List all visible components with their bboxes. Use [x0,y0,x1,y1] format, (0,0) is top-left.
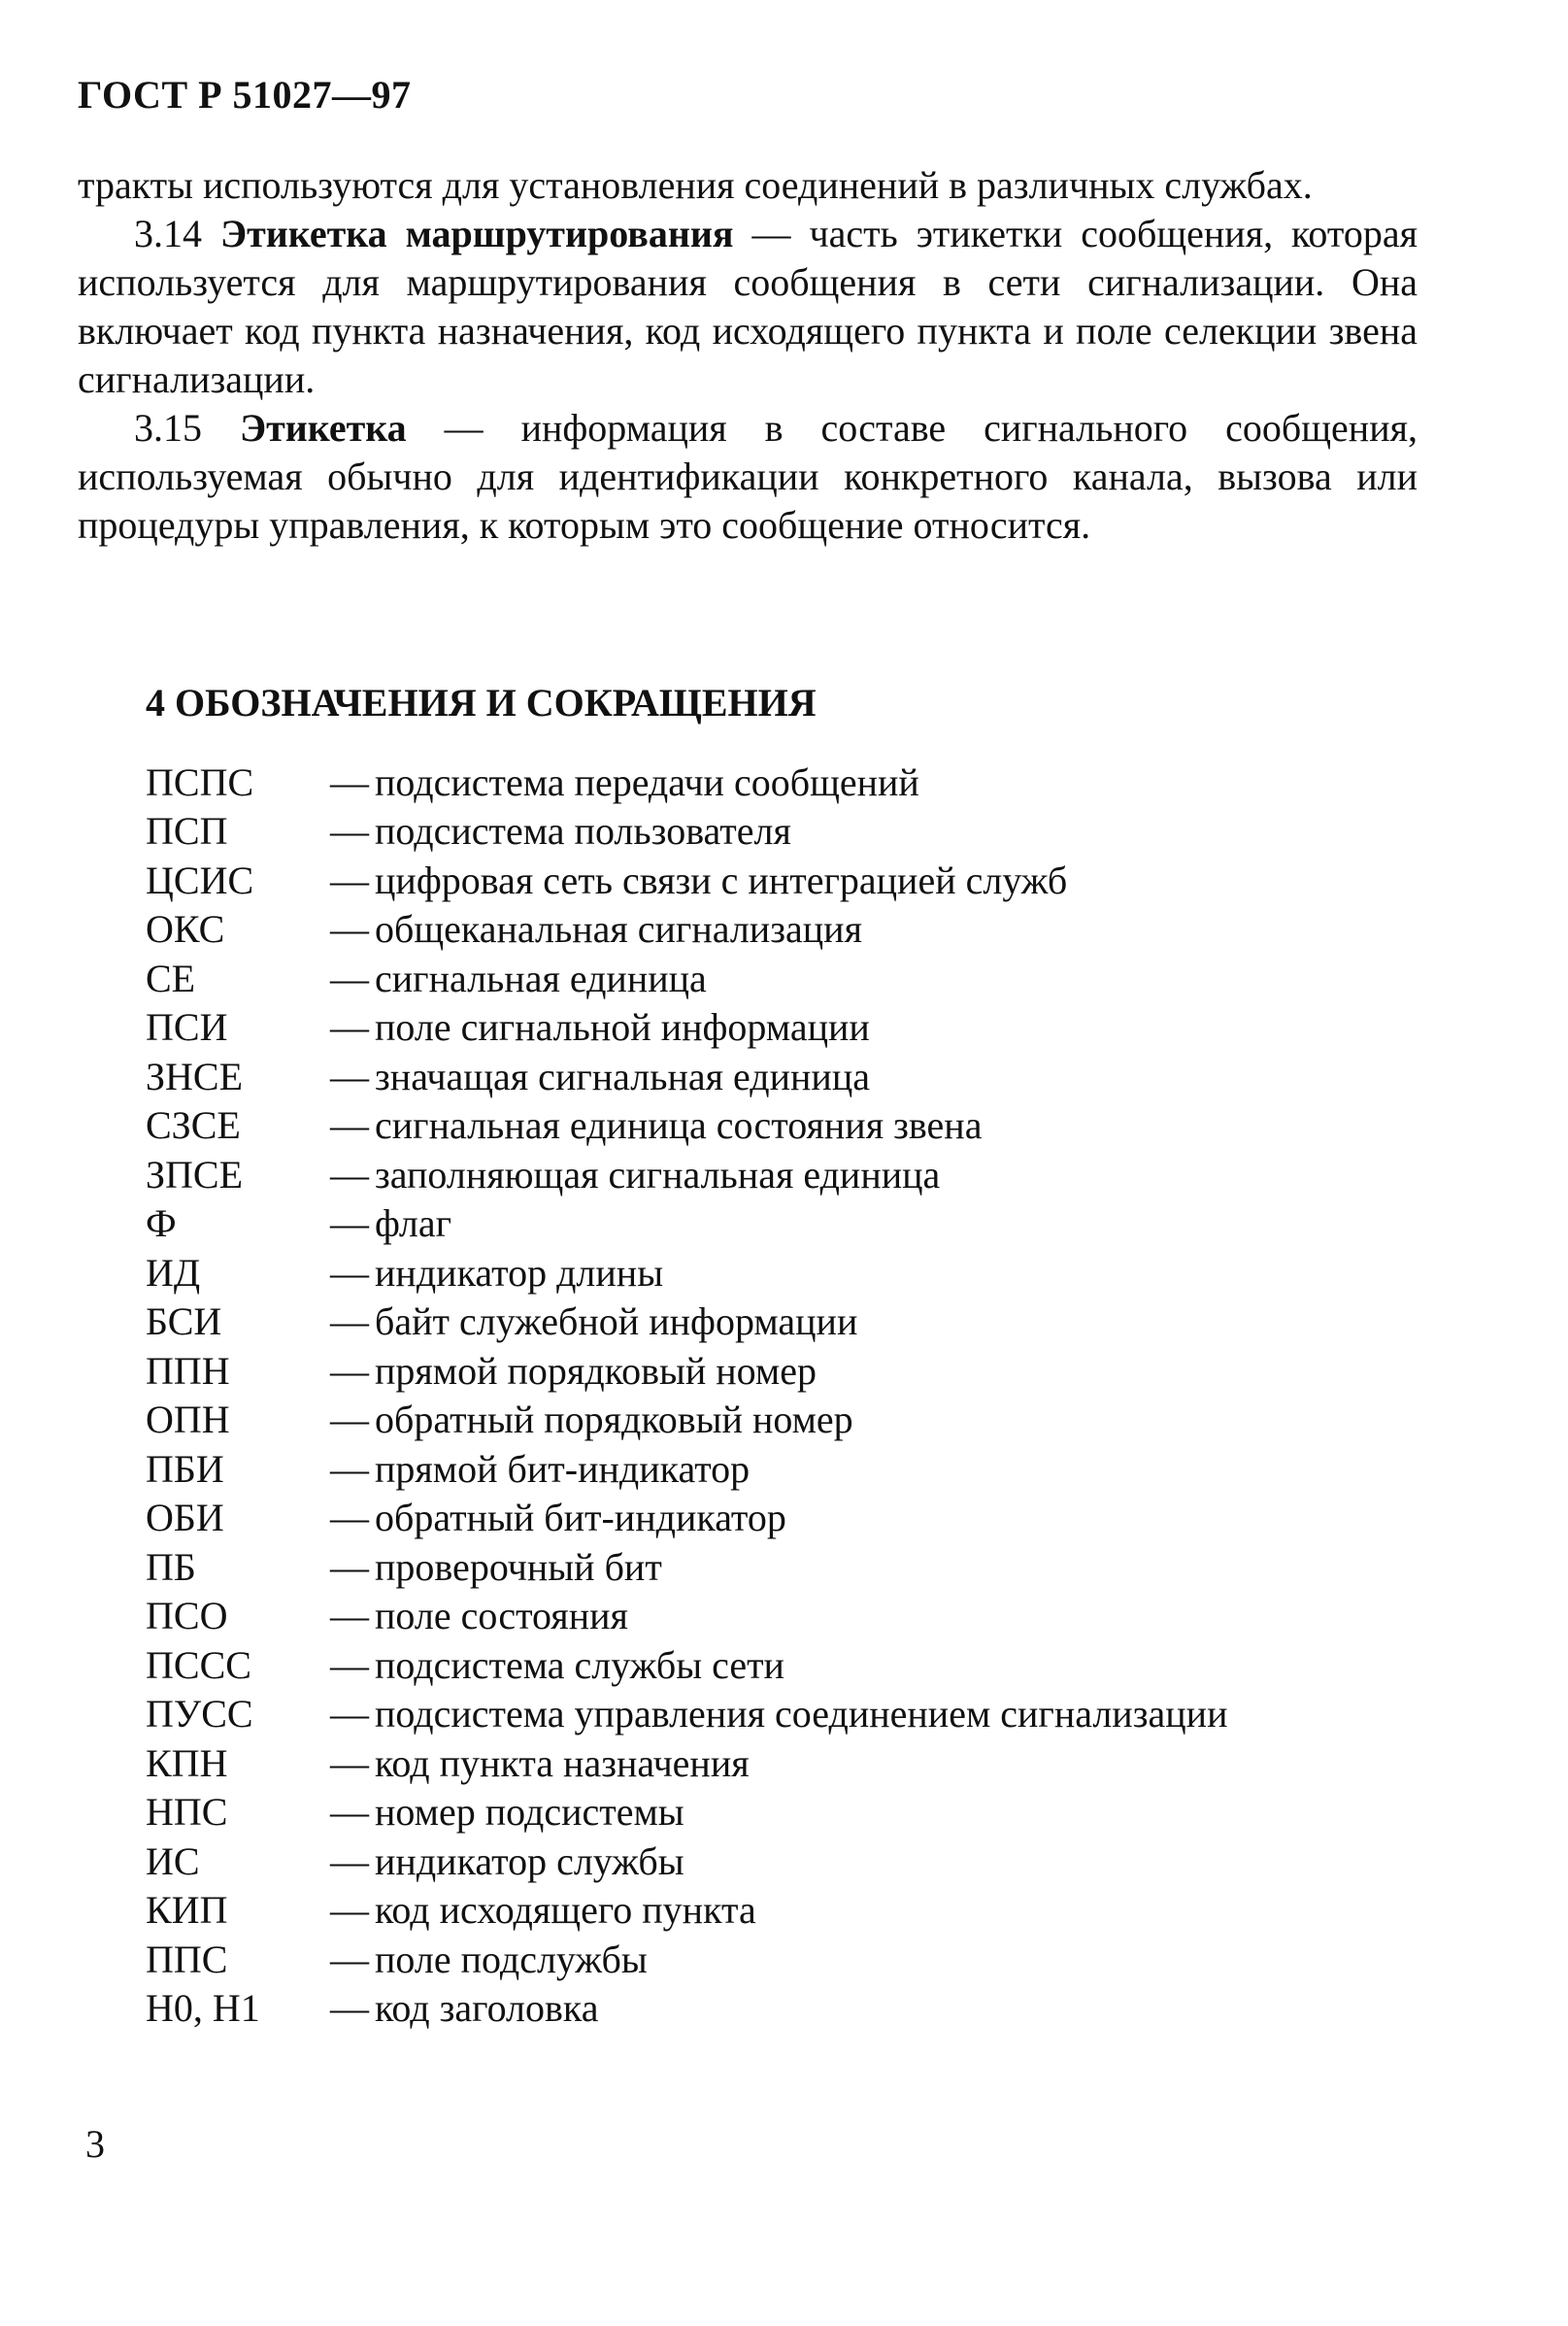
abbreviation-row [146,1199,1408,1249]
abbreviation-definition: значащая сигнальная единица [375,1054,870,1098]
paragraph-text: — информация в составе сигнального сообщения, используемая обычно для идентификации конкретного канала, вызова или процедуры управления, к которым это сообщение относится. [78,406,1418,547]
abbreviation-row [146,1248,1408,1298]
paragraph-number: 3.15 [134,406,202,450]
abbreviation-definition: подсистема службы сети [375,1642,784,1687]
abbreviation-definition: сигнальная единица состояния звена [375,1103,983,1148]
abbreviation-row [146,1542,1408,1592]
abbreviation-dash: — [330,1838,369,1883]
document-header: ГОСТ Р 51027—97 [78,73,412,117]
paragraph-text: — часть этикетки сообщения, которая используется для маршрутирования сообщения в сети сигнализации. Она включает код пункта назначения, код исходящего пункта и поле селекции звена сигнализации. [78,212,1418,401]
abbreviation-dash: — [330,1937,369,1981]
abbreviation-definition: код пункта назначения [375,1740,750,1785]
abbreviation-dash: — [330,956,369,1000]
abbreviation-definition: поле подслужбы [375,1937,648,1981]
abbreviation-term: СЗСЕ [146,1103,241,1148]
abbreviation-dash: — [330,1152,369,1197]
abbreviation-dash: — [330,1201,369,1246]
abbreviation-dash: — [330,1740,369,1785]
abbreviation-term: ПСПС [146,759,254,804]
term-label: Этикетка [239,406,407,450]
abbreviation-row [146,1738,1408,1788]
abbreviation-term: ИД [146,1250,201,1295]
abbreviation-definition: проверочный бит [375,1544,662,1589]
abbreviation-row [146,1346,1408,1396]
abbreviation-dash: — [330,1005,369,1050]
abbreviation-term: СЕ [146,956,196,1000]
abbreviation-row [146,1052,1408,1101]
abbreviation-row [146,1298,1408,1347]
abbreviation-row [146,856,1408,905]
abbreviation-row [146,1640,1408,1690]
abbreviation-row [146,1788,1408,1837]
abbreviation-definition: код заголовка [375,1986,599,2031]
abbreviation-definition: поле сигнальной информации [375,1005,870,1050]
abbreviation-row [146,1396,1408,1445]
abbreviation-row [146,1494,1408,1543]
abbreviation-row [146,1003,1408,1053]
abbreviation-definition: обратный бит-индикатор [375,1496,786,1540]
abbreviation-dash: — [330,1790,369,1835]
abbreviation-dash: — [330,1496,369,1540]
abbreviation-term: ППС [146,1937,228,1981]
abbreviation-row [146,905,1408,955]
abbreviation-dash: — [330,1103,369,1148]
abbreviation-term: ПСП [146,809,228,854]
abbreviation-term: ЦСИС [146,858,254,902]
abbreviation-term: КПН [146,1740,228,1785]
abbreviation-row [146,1444,1408,1494]
term-routing-label: Этикетка маршрутирования [219,212,734,255]
abbreviation-dash: — [330,1446,369,1491]
abbreviation-dash: — [330,1398,369,1442]
abbreviation-definition: поле состояния [375,1594,628,1638]
page-number: 3 [85,2122,105,2166]
abbreviation-definition: подсистема пользователя [375,809,791,854]
abbreviation-row [146,1935,1408,1984]
abbreviation-row [146,1150,1408,1199]
paragraph-continuation: тракты используются для установления соединений в различных службах. [78,163,1313,207]
abbreviation-term: ОПН [146,1398,230,1442]
abbreviation-dash: — [330,759,369,804]
paragraph-3-14 [78,210,1418,404]
body-text [78,161,1418,550]
abbreviation-row [146,1690,1408,1739]
abbreviation-dash: — [330,1642,369,1687]
abbreviation-term: ПБИ [146,1446,224,1491]
abbreviation-row [146,1984,1408,2034]
abbreviation-row [146,1837,1408,1886]
section-title: 4 ОБОЗНАЧЕНИЯ И СОКРАЩЕНИЯ [146,681,817,725]
abbreviation-definition: номер подсистемы [375,1790,684,1835]
abbreviation-term: ОКС [146,907,225,952]
abbreviation-term: ОБИ [146,1496,224,1540]
abbreviation-dash: — [330,1986,369,2031]
abbreviation-definition: индикатор службы [375,1838,684,1883]
abbreviation-definition: заполняющая сигнальная единица [375,1152,941,1197]
abbreviation-dash: — [330,1692,369,1736]
abbreviation-term: ЗНСЕ [146,1054,244,1098]
abbreviation-dash: — [330,1544,369,1589]
abbreviation-row [146,1886,1408,1936]
abbreviation-dash: — [330,1054,369,1098]
abbreviation-row [146,758,1408,807]
abbreviation-dash: — [330,809,369,854]
abbreviation-dash: — [330,1594,369,1638]
abbreviation-term: ПБ [146,1544,196,1589]
abbreviation-term: КИП [146,1888,228,1933]
abbreviation-dash: — [330,1299,369,1344]
abbreviation-row [146,954,1408,1003]
abbreviation-row [146,1101,1408,1151]
abbreviation-definition: байт служебной информации [375,1299,858,1344]
abbreviation-definition: подсистема управления соединением сигнализации [375,1692,1228,1736]
abbreviation-term: ЗПСЕ [146,1152,244,1197]
abbreviation-definition: код исходящего пункта [375,1888,756,1933]
abbreviation-list [146,758,1408,2033]
abbreviation-term: Н0, Н1 [146,1986,260,2031]
abbreviation-definition: цифровая сеть связи с интеграцией служб [375,858,1068,902]
abbreviation-row [146,1592,1408,1641]
abbreviation-definition: прямой порядковый номер [375,1348,817,1393]
abbreviation-dash: — [330,907,369,952]
abbreviation-term: Ф [146,1201,177,1246]
abbreviation-definition: общеканальная сигнализация [375,907,862,952]
abbreviation-term: НПС [146,1790,228,1835]
abbreviation-definition: сигнальная единица [375,956,707,1000]
abbreviation-term: ПУСС [146,1692,253,1736]
abbreviation-term: ППН [146,1348,230,1393]
abbreviation-term: ПСИ [146,1005,228,1050]
abbreviation-definition: подсистема передачи сообщений [375,759,919,804]
abbreviation-row [146,807,1408,857]
abbreviation-definition: прямой бит-индикатор [375,1446,751,1491]
abbreviation-dash: — [330,858,369,902]
abbreviation-dash: — [330,1888,369,1933]
paragraph-number: 3.14 [134,212,202,255]
abbreviation-dash: — [330,1348,369,1393]
abbreviation-definition: индикатор длины [375,1250,664,1295]
abbreviation-definition: флаг [375,1201,452,1246]
abbreviation-definition: обратный порядковый номер [375,1398,853,1442]
abbreviation-term: ПССС [146,1642,251,1687]
abbreviation-term: ПСО [146,1594,228,1638]
abbreviation-term: ИС [146,1838,200,1883]
abbreviation-dash: — [330,1250,369,1295]
paragraph-3-15 [78,404,1418,550]
abbreviation-term: БСИ [146,1299,222,1344]
